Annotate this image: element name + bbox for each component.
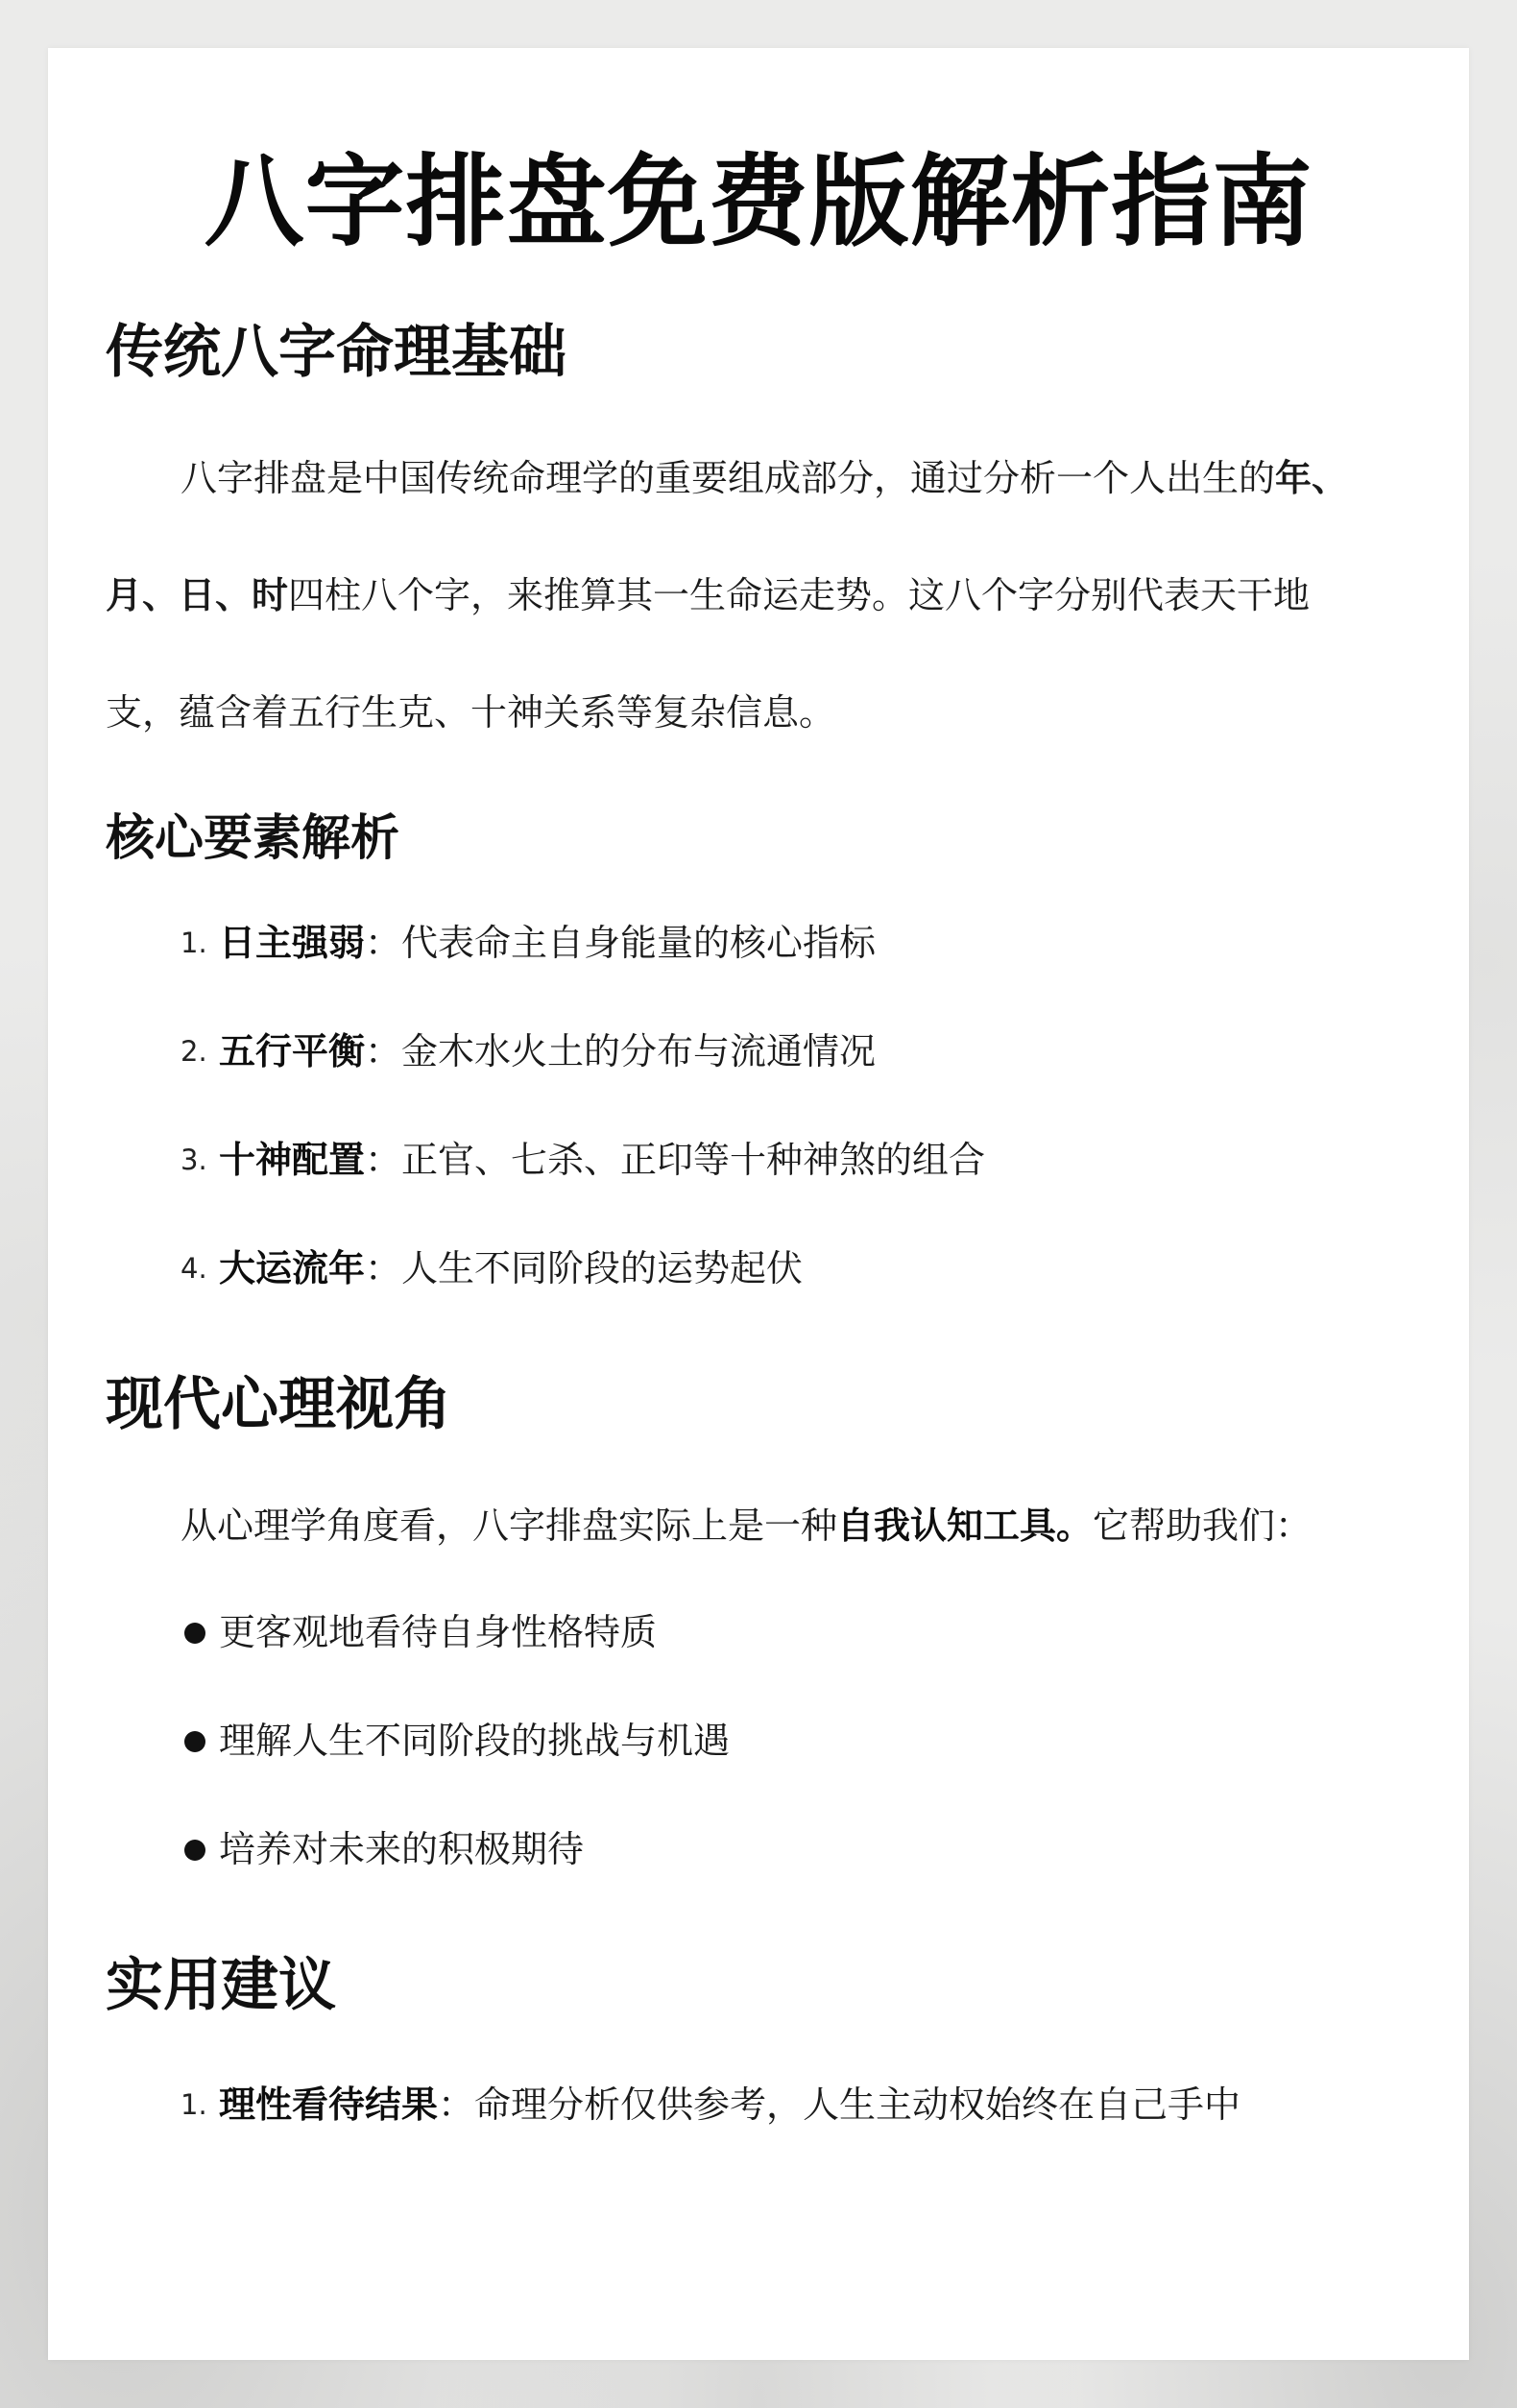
paragraph-text: 四柱八个字，来推算其一生命运走势。这八个字分别代表天干地支，蕴含着五行生克、十神关系等复杂信息。 [106, 573, 1311, 734]
bullet-dot-icon [184, 1840, 205, 1861]
list-item [106, 1822, 1363, 1876]
list-item [106, 1241, 1363, 1295]
list-item-term: 十神配置 [219, 1138, 366, 1181]
list-item-desc: ：命理分析仅供参考，人生主动权始终在自己手中 [438, 2083, 1241, 2126]
list-item [106, 1605, 1363, 1659]
list-item-text: 理解人生不同阶段的挑战与机遇 [219, 1719, 731, 1762]
list-number: 4. [181, 1251, 207, 1285]
list-item-term: 大运流年 [219, 1246, 366, 1289]
ordered-list-core-elements [106, 916, 1363, 1295]
list-item-desc: ：人生不同阶段的运势起伏 [365, 1246, 804, 1289]
list-item-desc: ：金木水火土的分布与流通情况 [365, 1029, 877, 1072]
list-number: 2. [181, 1034, 207, 1068]
page-title: 八字排盘免费版解析指南 [204, 143, 1313, 260]
paragraph-text: 从心理学角度看，八字排盘实际上是一种 [181, 1504, 838, 1547]
list-item [106, 1714, 1363, 1768]
list-item-term: 五行平衡 [219, 1029, 366, 1072]
list-item [106, 2078, 1363, 2131]
list-number: 1. [181, 2087, 207, 2121]
list-item [106, 1024, 1363, 1078]
list-item-desc: ：正官、七杀、正印等十种神煞的组合 [365, 1138, 986, 1181]
list-item-text: 更客观地看待自身性格特质 [219, 1610, 658, 1653]
list-number: 1. [181, 926, 207, 959]
paragraph-bold-text: 年、月、日、时 [106, 456, 1349, 616]
list-item-term: 理性看待结果 [219, 2083, 439, 2126]
section-heading-core-elements: 核心要素解析 [106, 809, 400, 867]
list-item-text: 培养对未来的积极期待 [219, 1827, 585, 1870]
bullet-list-psychology [106, 1605, 1363, 1876]
ordered-list-practical-advice [106, 2078, 1363, 2131]
paragraph-traditional-basics [106, 420, 1363, 771]
bullet-dot-icon [184, 1731, 205, 1752]
paragraph-text: 它帮助我们： [1093, 1504, 1312, 1547]
section-heading-practical-advice: 实用建议 [106, 1951, 336, 2019]
paragraph-bold-text: 自我认知工具。 [837, 1504, 1094, 1547]
paragraph-text: 八字排盘是中国传统命理学的重要组成部分，通过分析一个人出生的 [181, 456, 1276, 499]
section-heading-psychology-view: 现代心理视角 [106, 1370, 451, 1438]
section-heading-traditional-basics: 传统八字命理基础 [106, 318, 566, 386]
document-page [48, 48, 1469, 2360]
list-item-term: 日主强弱 [219, 921, 366, 964]
bullet-dot-icon [184, 1623, 205, 1644]
list-item-desc: ：代表命主自身能量的核心指标 [365, 921, 877, 964]
list-number: 3. [181, 1143, 207, 1176]
list-item [106, 916, 1363, 970]
list-item [106, 1133, 1363, 1187]
paragraph-psychology-intro [106, 1499, 1363, 1553]
